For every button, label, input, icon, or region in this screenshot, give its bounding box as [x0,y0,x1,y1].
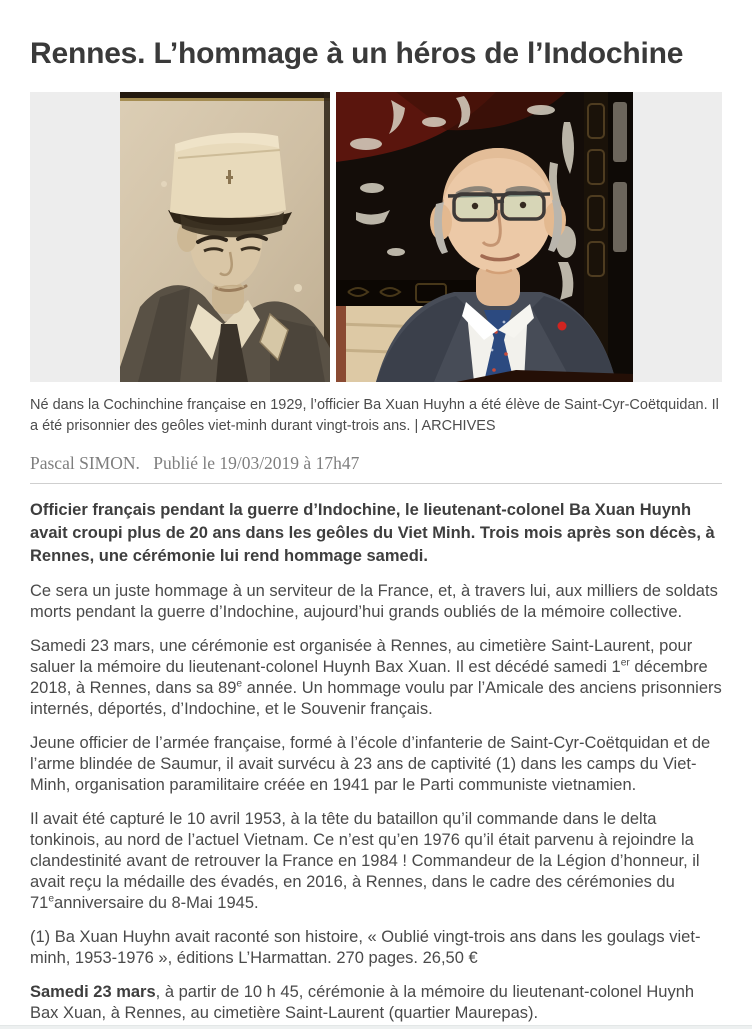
article-paragraph: Samedi 23 mars, une cérémonie est organisée à Rennes, au cimetière Saint-Laurent, pour saluer la mémoire du lieutenant-colonel Huynh Bax Xuan. Il est décédé samedi 1er décembre 2018, à Rennes, dans sa 89e année. Un hommage voulu par l’Amicale des anciens prisonniers internés, déportés, d’Indochine, et le Souvenir français. [30,636,722,718]
photo-pair [120,92,633,382]
caption-separator: | [414,418,419,435]
publish-date: Publié le 19/03/2019 à 17h47 [153,452,360,473]
article-paragraph: Samedi 23 mars, à partir de 10 h 45, cérémonie à la mémoire du lieutenant-colonel Huynh Bax Xuan, à Rennes, au cimetière Saint-Laurent (quartier Maurepas). [30,982,695,1022]
caption-text: Né dans la Cochinchine française en 1929, l’officier Ba Xuan Huyhn a été élève de Saint-Cyr-Coëtquidan. Il a été prisonnier des geôles viet-minh durant vingt-trois ans. [30,396,719,435]
article-figure [30,92,722,438]
byline [30,453,722,484]
article-paragraph: Jeune officier de l’armée française, formé à l’école d’infanterie de Saint-Cyr-Coëtquidan et de l’arme blindée de Saumur, il avait survécu à 23 ans de captivité (1) dans les camps du Viet-Minh, organisation paramilitaire créée en 1941 par le Parti communiste vietnamien. [30,733,711,794]
figure-caption [30,395,722,438]
article-lead: Officier français pendant la guerre d’Indochine, le lieutenant-colonel Ba Xuan Huynh avait croupi plus de 20 ans dans les geôles du Viet Minh. Trois mois après son décès, à Rennes, une cérémonie lui rend hommage samedi. [30,500,715,565]
bottom-divider [0,1025,752,1029]
article-paragraph: Ce sera un juste hommage à un serviteur de la France, et, à travers lui, aux milliers de soldats morts pendant la guerre d’Indochine, aujourd’hui grands oubliés de la mémoire collective. [30,581,718,621]
page-title: Rennes. L’hommage à un héros de l’Indochine [30,37,684,70]
photo-credit: ARCHIVES [421,418,496,435]
author-name: Pascal SIMON. [30,452,140,473]
photo-strip [30,92,722,382]
article-paragraph: Il avait été capturé le 10 avril 1953, à la tête du bataillon qu’il commande dans le delta tonkinois, au nord de l’actuel Vietnam. Ce n’est qu’en 1976 qu’il était parvenu à rejoindre la clandestinité avant de retrouver la France en 1984 ! Commandeur de la Légion d’honneur, il avait reçu la médaille des évadés, en 2016, à Rennes, dans le cadre des cérémonies du 71eanniversaire du 8-Mai 1945. [30,809,700,912]
article-paragraph: (1) Ba Xuan Huyhn avait raconté son histoire, « Oublié vingt-trois ans dans les goulags viet-minh, 1953-1976 », éditions L’Harmattan. 270 pages. 26,50 € [30,927,701,967]
photo-elderly-veteran [336,92,633,382]
photo-young-officer [120,92,330,382]
article-body [30,581,722,1024]
article-container [0,37,752,1024]
article-page [0,37,752,1029]
